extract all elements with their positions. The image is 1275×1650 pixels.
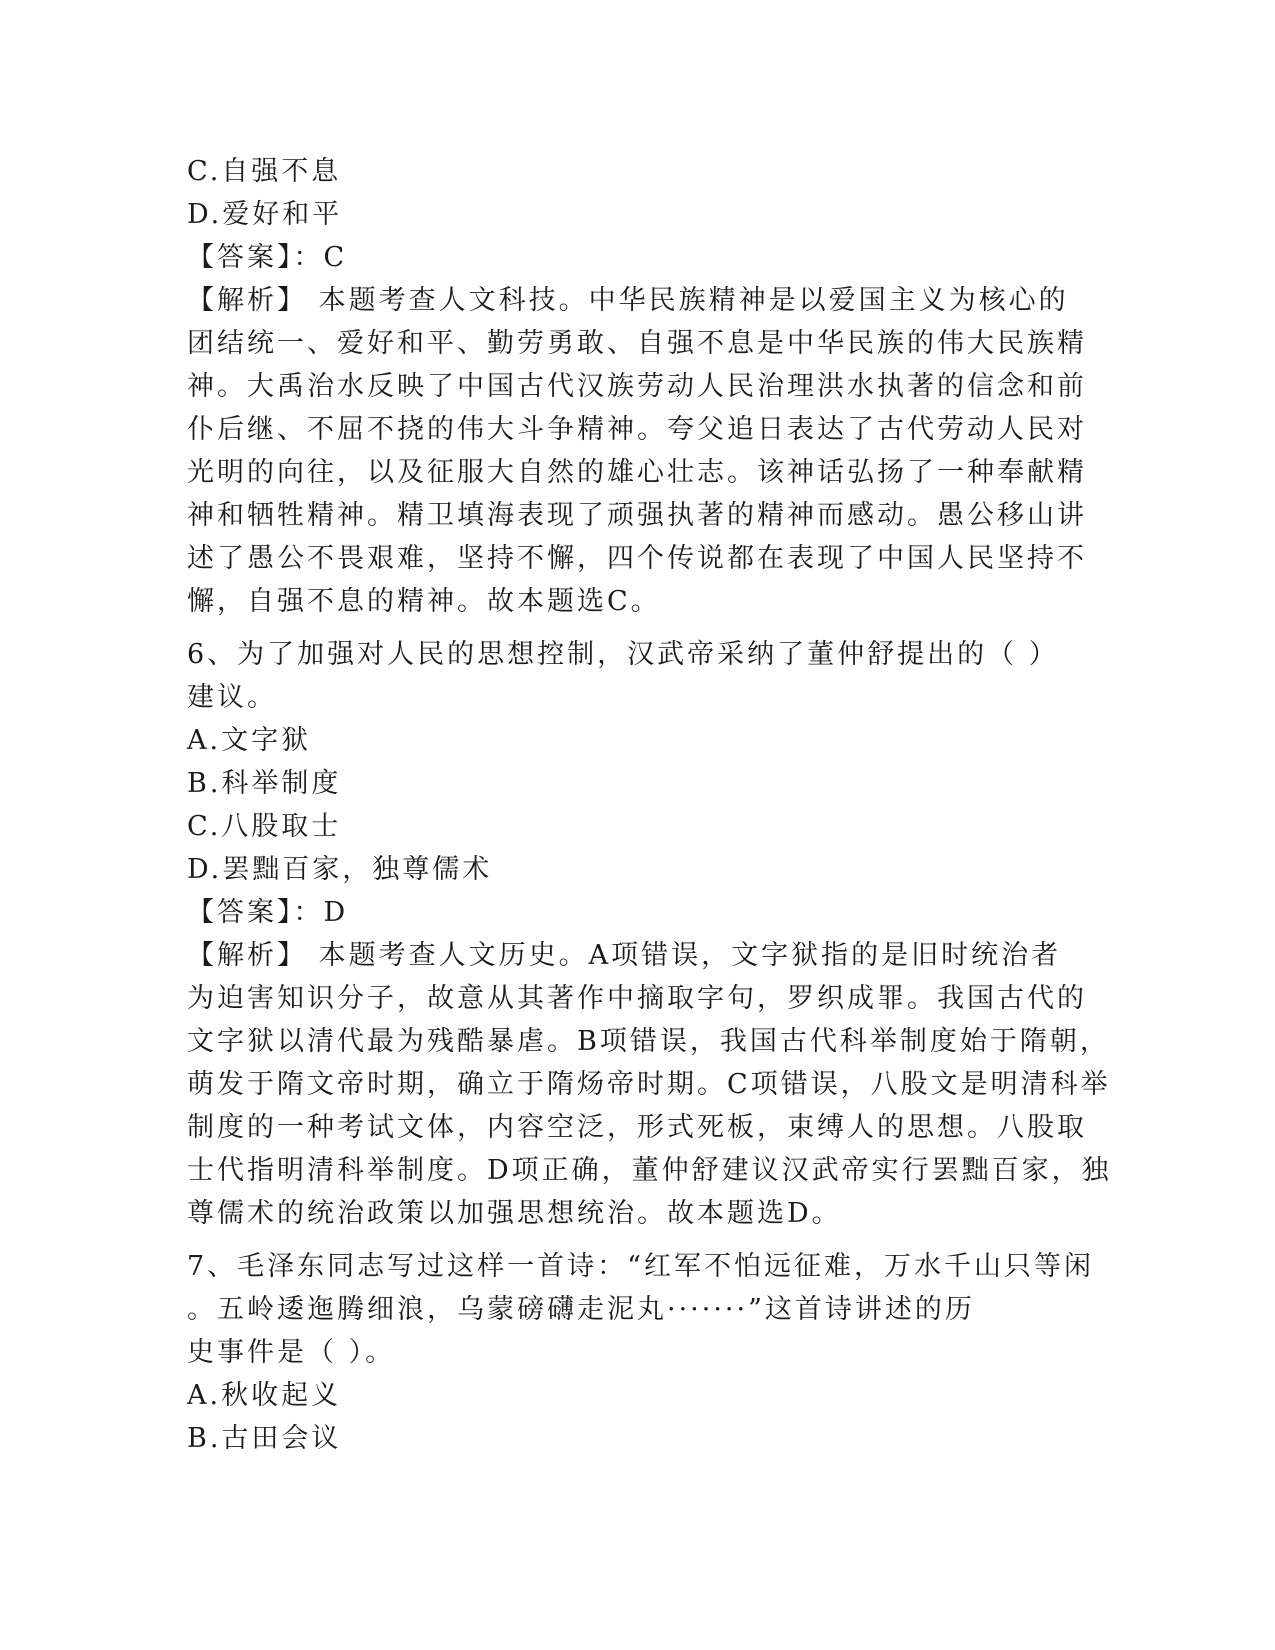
question-stem: 建议。 [187,682,277,713]
analysis-line: 仆后继、不屈不挠的伟大斗争精神。夸父追日表达了古代劳动人民对 [187,414,1087,445]
option-c: C.八股取士 [187,811,342,842]
analysis [187,279,1087,623]
option-d: D.罢黜百家，独尊儒术 [187,854,493,885]
question-stem: 7、毛泽东同志写过这样一首诗：“红军不怕远征难，万水千山只等闲 [187,1251,1094,1282]
analysis [187,934,1112,1235]
answer-label: 【答案】：D [187,897,349,928]
analysis-line: 【解析】 本题考查人文科技。中华民族精神是以爱国主义为核心的 [187,285,1069,316]
option-b: B.科举制度 [187,768,342,799]
option-a: A.文字狱 [187,725,312,756]
document-page [187,150,1112,1460]
option-a: A.秋收起义 [187,1380,342,1411]
analysis-line: 懈，自强不息的精神。故本题选C。 [187,586,661,617]
analysis-line: 萌发于隋文帝时期，确立于隋炀帝时期。C项错误，八股文是明清科举 [187,1069,1111,1100]
analysis-line: 光明的向往，以及征服大自然的雄心壮志。该神话弘扬了一种奉献精 [187,457,1087,488]
analysis-line: 述了愚公不畏艰难，坚持不懈，四个传说都在表现了中国人民坚持不 [187,543,1087,574]
analysis-line: 神和牺牲精神。精卫填海表现了顽强执著的精神而感动。愚公移山讲 [187,500,1087,531]
question-stem: 。五岭逶迤腾细浪，乌蒙磅礴走泥丸·······”这首诗讲述的历 [187,1294,975,1325]
option-c: C.自强不息 [187,156,342,187]
analysis-line: 文字狱以清代最为残酷暴虐。B项错误，我国古代科举制度始于隋朝， [187,1026,1110,1057]
analysis-line: 尊儒术的统治政策以加强思想统治。故本题选D。 [187,1198,842,1229]
analysis-line: 团结统一、爱好和平、勤劳勇敢、自强不息是中华民族的伟大民族精 [187,328,1087,359]
answer-label: 【答案】：C [187,242,348,273]
question-7 [187,1245,1094,1460]
option-b: B.古田会议 [187,1423,342,1454]
question-stem: 史事件是（ ）。 [187,1337,396,1368]
question-stem: 6、为了加强对人民的思想控制，汉武帝采纳了董仲舒提出的（ ） [187,639,1059,670]
analysis-line: 士代指明清科举制度。D项正确，董仲舒建议汉武帝实行罢黜百家，独 [187,1155,1112,1186]
analysis-line: 神。大禹治水反映了中国古代汉族劳动人民治理洪水执著的信念和前 [187,371,1087,402]
analysis-line: 制度的一种考试文体，内容空泛，形式死板，束缚人的思想。八股取 [187,1112,1087,1143]
analysis-line: 为迫害知识分子，故意从其著作中摘取字句，罗织成罪。我国古代的 [187,983,1087,1014]
question-5-tail [187,150,1087,623]
question-6 [187,633,1112,1235]
option-d: D.爱好和平 [187,199,343,230]
analysis-line: 【解析】 本题考查人文历史。A项错误，文字狱指的是旧时统治者 [187,940,1062,971]
